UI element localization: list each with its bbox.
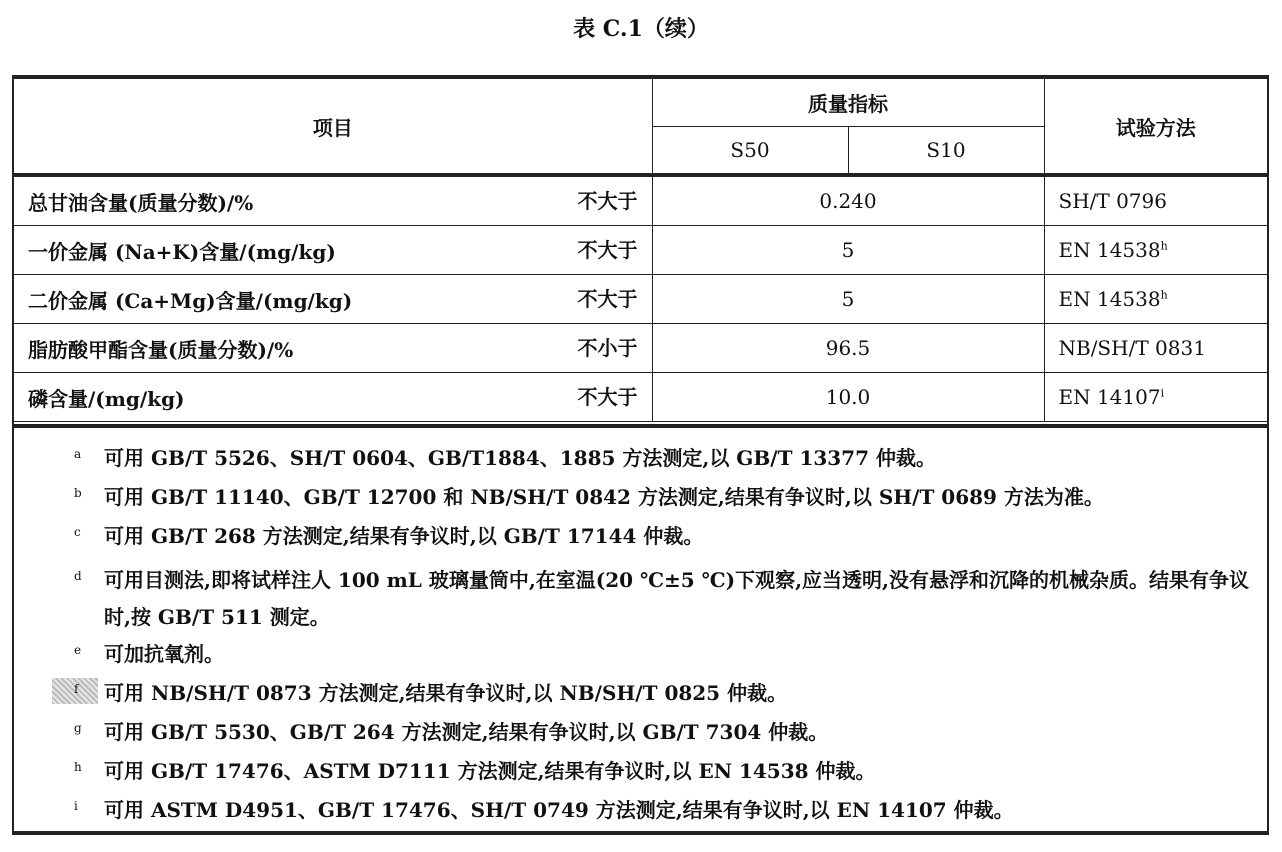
footnote-f [74, 680, 1252, 706]
footnote-mark: g [74, 721, 82, 735]
footnote-mark: i [74, 799, 78, 813]
row-value: 5 [652, 226, 1044, 275]
footnote-mark: b [74, 486, 82, 500]
footnote-text: 可用 ASTM D4951、GB/T 17476、SH/T 0749 方法测定,结果有争议时,以 EN 14107 仲裁。 [104, 798, 1014, 822]
footnote-b [74, 484, 1252, 510]
row-value: 5 [652, 275, 1044, 324]
header-s10: S10 [848, 127, 1044, 176]
row-method: EN 14107 [1058, 385, 1161, 409]
row-method: NB/SH/T 0831 [1058, 336, 1206, 360]
row-method: EN 14538 [1058, 238, 1161, 262]
row-method: SH/T 0796 [1058, 189, 1167, 213]
header-item: 项目 [14, 79, 652, 175]
table-row [14, 275, 1267, 324]
footnote-mark: f [74, 682, 79, 696]
footnote-text: 可用 GB/T 11140、GB/T 12700 和 NB/SH/T 0842 方法测定,结果有争议时,以 SH/T 0689 方法为准。 [104, 485, 1104, 509]
footnote-text: 可用 GB/T 268 方法测定,结果有争议时,以 GB/T 17144 仲裁。 [104, 524, 704, 548]
footnote-d [74, 562, 1252, 636]
footnote-mark: a [74, 447, 82, 461]
footnote-i [74, 797, 1252, 823]
table-title: 表 C.1（续） [573, 16, 709, 42]
row-limit: 不大于 [577, 189, 638, 213]
row-limit: 不大于 [577, 287, 638, 311]
row-value: 10.0 [652, 373, 1044, 422]
footnote-text: 可用 GB/T 17476、ASTM D7111 方法测定,结果有争议时,以 EN 14538 仲裁。 [104, 759, 876, 783]
row-method-sup: h [1160, 288, 1168, 302]
footnote-mark: h [74, 760, 82, 774]
footnote-text: 可用 GB/T 5530、GB/T 264 方法测定,结果有争议时,以 GB/T 7304 仲裁。 [104, 720, 829, 744]
spec-table [14, 79, 1267, 422]
footnote-g [74, 719, 1252, 745]
footnote-text: 可加抗氧剂。 [104, 642, 224, 666]
footnote-e [74, 641, 1252, 667]
footnote-mark: e [74, 643, 82, 657]
footnote-mark: c [74, 525, 81, 539]
row-item: 二价金属 (Ca+Mg)含量/(mg/kg) [28, 288, 353, 313]
row-item: 总甘油含量(质量分数)/% [28, 190, 254, 215]
footnote-mark: d [74, 569, 82, 583]
header-method: 试验方法 [1044, 79, 1267, 175]
header-quality: 质量指标 [652, 79, 1044, 127]
row-value: 0.240 [652, 175, 1044, 226]
footnote-text: 可用目测法,即将试样注人 100 mL 玻璃量筒中,在室温(20 ℃±5 ℃)下观察,应当透明,没有悬浮和沉降的机械杂质。结果有争议时,按 GB/T 511 测定。 [104, 568, 1249, 629]
footnote-h [74, 758, 1252, 784]
row-item: 一价金属 (Na+K)含量/(mg/kg) [28, 239, 336, 264]
footnote-text: 可用 GB/T 5526、SH/T 0604、GB/T1884、1885 方法测定,以 GB/T 13377 仲裁。 [104, 446, 936, 470]
row-method: EN 14538 [1058, 287, 1161, 311]
row-limit: 不大于 [577, 385, 638, 409]
footnote-c [74, 523, 1252, 549]
footnote-text: 可用 NB/SH/T 0873 方法测定,结果有争议时,以 NB/SH/T 0825 仲裁。 [104, 681, 788, 705]
footnotes [14, 424, 1267, 428]
table-row [14, 324, 1267, 373]
row-item: 脂肪酸甲酯含量(质量分数)/% [28, 337, 294, 362]
row-method-sup: i [1160, 386, 1165, 400]
table-row [14, 373, 1267, 422]
row-limit: 不小于 [577, 336, 638, 360]
spec-table-frame [12, 75, 1269, 835]
table-row [14, 175, 1267, 226]
row-value: 96.5 [652, 324, 1044, 373]
row-method-sup: h [1160, 239, 1168, 253]
header-s50: S50 [652, 127, 848, 176]
row-limit: 不大于 [577, 238, 638, 262]
table-row [14, 226, 1267, 275]
row-item: 磷含量/(mg/kg) [28, 386, 185, 411]
footnote-a [74, 445, 1252, 471]
